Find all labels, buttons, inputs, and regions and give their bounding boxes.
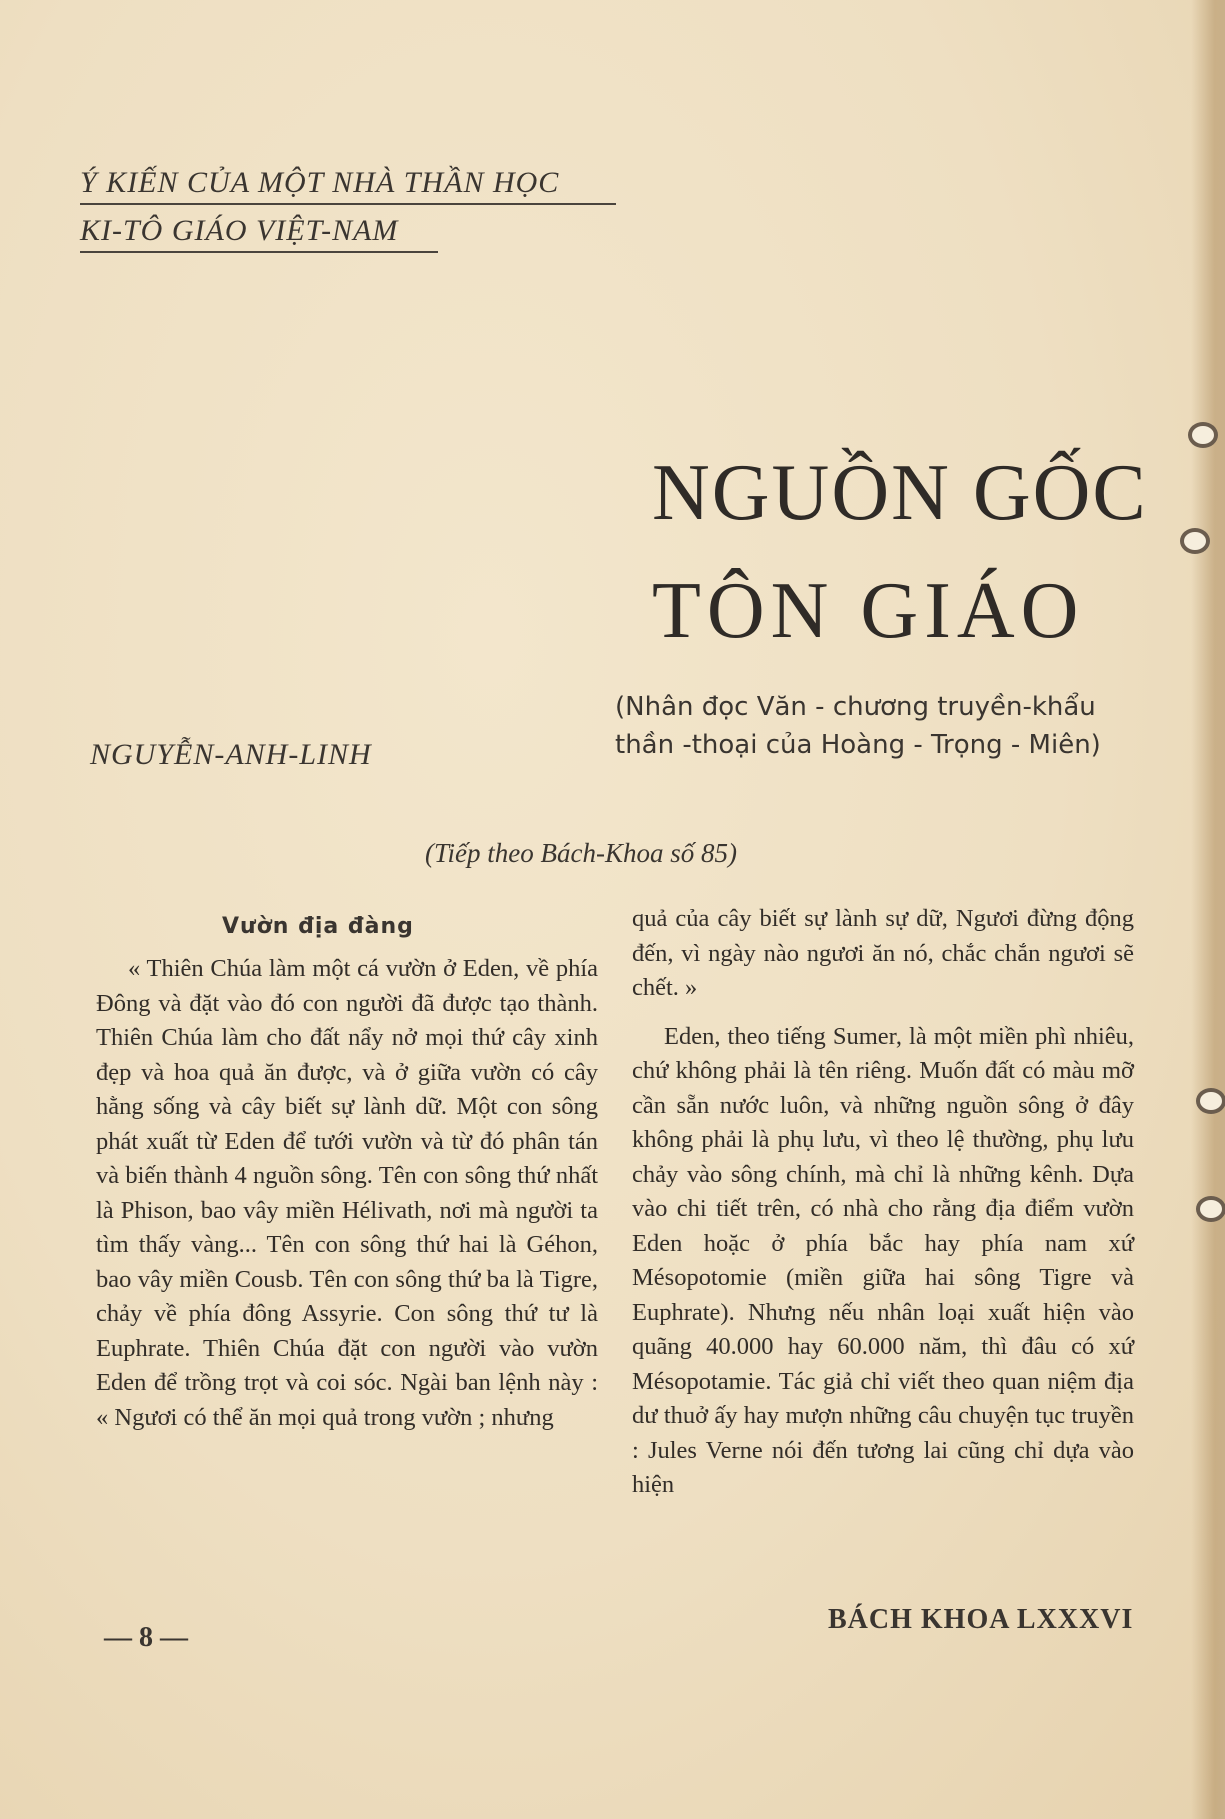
section-title: Vườn địa đàng: [222, 914, 414, 939]
title-line-1: NGUỒN GỐC: [652, 449, 1148, 537]
page-edge: [1191, 0, 1225, 1819]
subtitle-line-1: (Nhân đọc Văn - chương truyền-khẩu: [615, 692, 1096, 722]
paragraph-gap: [632, 1006, 1134, 1020]
right-paragraph-2: Eden, theo tiếng Sumer, là một miền phì nhiêu, chứ không phải là tên riêng. Muốn đất có màu mỡ cần sẵn nước luôn, và những nguồn sông ở đây không phải là phụ lưu, vì theo lệ thường, phụ lưu chảy vào sông chính, mà chỉ là những kênh. Dựa vào chi tiết trên, có nhà cho rằng địa điểm vườn Eden hoặc ở phía bắc hay phía nam xứ Mésopotomie (miền giữa hai sông Tigre và Euphrate). Nhưng nếu nhân loại xuất hiện vào quãng 40.000 hay 60.000 năm, thì đâu có xứ Mésopotamie. Tác giả chỉ viết theo quan niệm địa dư thuở ấy hay mượn những câu chuyện tục truyền : Jules Verne nói đến tương lai cũng chỉ dựa vào hiện: [632, 1022, 1134, 1498]
punch-hole: [1180, 528, 1210, 554]
header-underline-2: [80, 251, 438, 253]
header-underline-1: [80, 203, 616, 205]
punch-hole: [1188, 422, 1218, 448]
title-line-2: TÔN GIÁO: [652, 567, 1085, 655]
left-paragraph: « Thiên Chúa làm một cá vườn ở Eden, về phía Đông và đặt vào đó con người đã được tạo thành. Thiên Chúa làm cho đất nẩy nở mọi thứ cây xinh đẹp và hoa quả ăn được, và ở giữa vườn có cây hằng sống và cây biết sự lành dữ. Một con sông phát xuất từ Eden để tưới vườn và từ đó phân tán và biến thành 4 nguồn sông. Tên con sông thứ nhất là Phison, bao vây miền Hélivath, nơi mà người ta tìm thấy vàng... Tên con sông thứ hai là Géhon, bao vây miền Cousb. Tên con sông thứ ba là Tigre, chảy về phía đông Assyrie. Con sông thứ tư là Euphrate. Thiên Chúa đặt con người vào vườn Eden để trồng trọt và coi sóc. Ngài ban lệnh này : « Ngươi có thể ăn mọi quả trong vườn ; nhưng: [96, 955, 598, 1431]
author-name: NGUYỄN-ANH-LINH: [90, 738, 372, 771]
subtitle: [615, 688, 1135, 764]
header-line-1: Ý KIẾN CỦA MỘT NHÀ THẦN HỌC: [80, 166, 560, 199]
magazine-footer: BÁCH KHOA LXXXVI: [828, 1604, 1134, 1635]
right-paragraph-1: quả của cây biết sự lành sự dữ, Ngươi đừng động đến, vì ngày nào ngươi ăn nó, chắc chắn ngươi sẽ chết. »: [632, 905, 1134, 1001]
page-number: — 8 —: [104, 1622, 188, 1653]
left-column: [96, 952, 598, 1435]
continued-note: (Tiếp theo Bách-Khoa số 85): [425, 838, 737, 868]
punch-hole: [1196, 1088, 1225, 1114]
subtitle-line-2: thần -thoại của Hoàng - Trọng - Miên): [615, 730, 1101, 760]
punch-hole: [1196, 1196, 1225, 1222]
header-line-2: KI-TÔ GIÁO VIỆT-NAM: [80, 214, 399, 247]
right-column: [632, 902, 1134, 1503]
